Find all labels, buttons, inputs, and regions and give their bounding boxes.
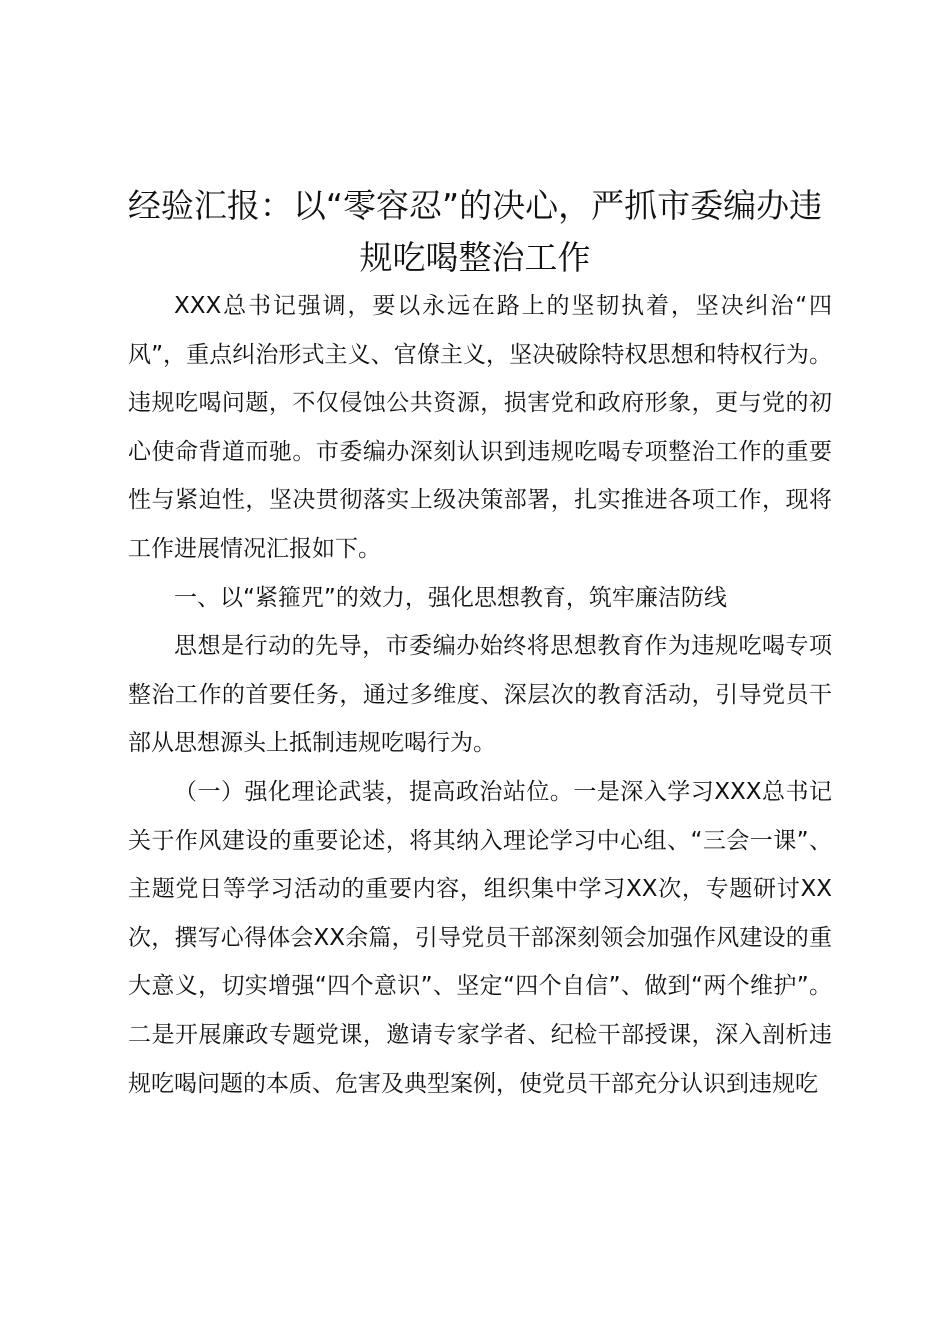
intro-paragraph: XXX总书记强调，要以永远在路上的坚韧执着，坚决纠治“四风”，重点纠治形式主义、官僚主义，坚决破除特权思想和特权行为。违规吃喝问题，不仅侵蚀公共资源，损害党和政府形象，更与党的初心使命背道而驰。市委编办深刻认识到违规吃喝专项整治工作的重要性与紧迫性，坚决贯彻落实上级决策部署，扎实推进各项工作，现将工作进展情况汇报如下。: [128, 293, 832, 562]
subsection-1-paragraph: （一）强化理论武装，提高政治站位。一是深入学习XXX总书记关于作风建设的重要论述，将其纳入理论学习中心组、“三会一课”、主题党日等学习活动的重要内容，组织集中学习XX次，专题研讨XX次，撰写心得体会XX余篇，引导党员干部深刻领会加强作风建设的重大意义，切实增强“四个意识”、坚定“四个自信”、做到“两个维护”。二是开展廉政专题党课，邀请专家学者、纪检干部授课，深入剖析违规吃喝问题的本质、危害及典型案例，使党员干部充分认识到违规吃: [128, 778, 832, 1097]
document-body: [128, 282, 832, 1108]
section-1-paragraph: 思想是行动的先导，市委编办始终将思想教育作为违规吃喝专项整治工作的首要任务，通过多维度、深层次的教育活动，引导党员干部从思想源头上抵制违规吃喝行为。: [128, 633, 832, 757]
document-title: 经验汇报：以“零容忍”的决心，严抓市委编办违规吃喝整治工作: [127, 186, 823, 277]
section-heading-1: 一、以“紧箍咒”的效力，强化思想教育，筑牢廉洁防线: [174, 584, 727, 611]
